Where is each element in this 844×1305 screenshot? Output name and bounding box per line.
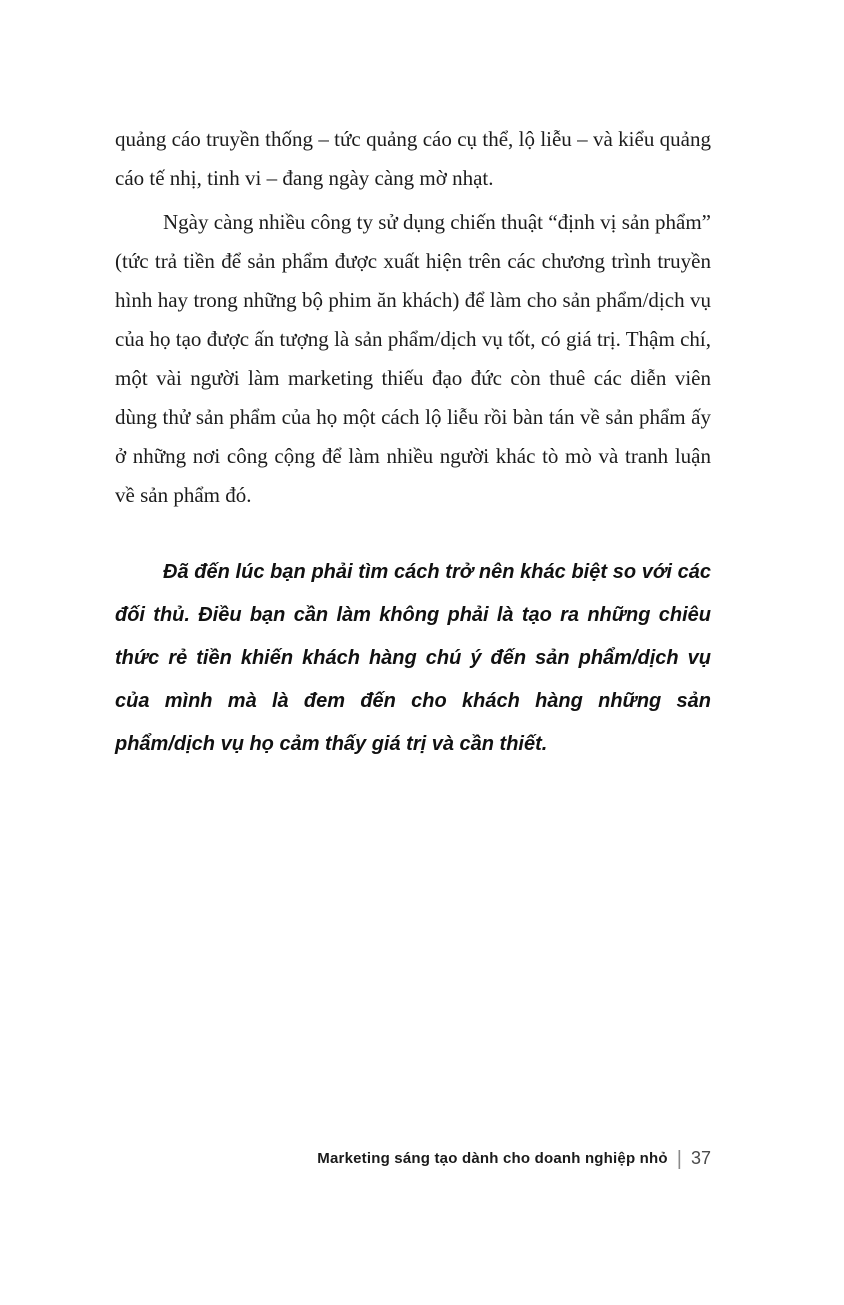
body-paragraph: Ngày càng nhiều công ty sử dụng chiến thuật “định vị sản phẩm” (tức trả tiền để sản phẩm được xuất hiện trên các chương trình truyền hình hay trong những bộ phim ăn khách) để làm cho sản phẩm/dịch vụ của họ tạo được ấn tượng là sản phẩm/dịch vụ tốt, có giá trị. Thậm chí, một vài người làm marketing thiếu đạo đức còn thuê các diễn viên dùng thử sản phẩm của họ một cách lộ liễu rồi bàn tán về sản phẩm ấy ở những nơi công cộng để làm nhiều người khác tò mò và tranh luận về sản phẩm đó. [115,210,711,507]
footer-book-title: Marketing sáng tạo dành cho doanh nghiệp nhỏ [317,1150,668,1167]
footer-divider: | [676,1147,682,1170]
body-paragraph: quảng cáo truyền thống – tức quảng cáo cụ thể, lộ liễu – và kiểu quảng cáo tế nhị, tinh vi – đang ngày càng mờ nhạt. [115,127,711,190]
page-content [115,120,711,766]
page-footer [317,1148,711,1169]
emphasis-paragraph: Đã đến lúc bạn phải tìm cách trở nên khác biệt so với các đối thủ. Điều bạn cần làm không phải là tạo ra những chiêu thức rẻ tiền khiến khách hàng chú ý đến sản phẩm/dịch vụ của mình mà là đem đến cho khách hàng những sản phẩm/dịch vụ họ cảm thấy giá trị và cần thiết. [115,561,711,755]
page-number: 37 [690,1148,711,1168]
